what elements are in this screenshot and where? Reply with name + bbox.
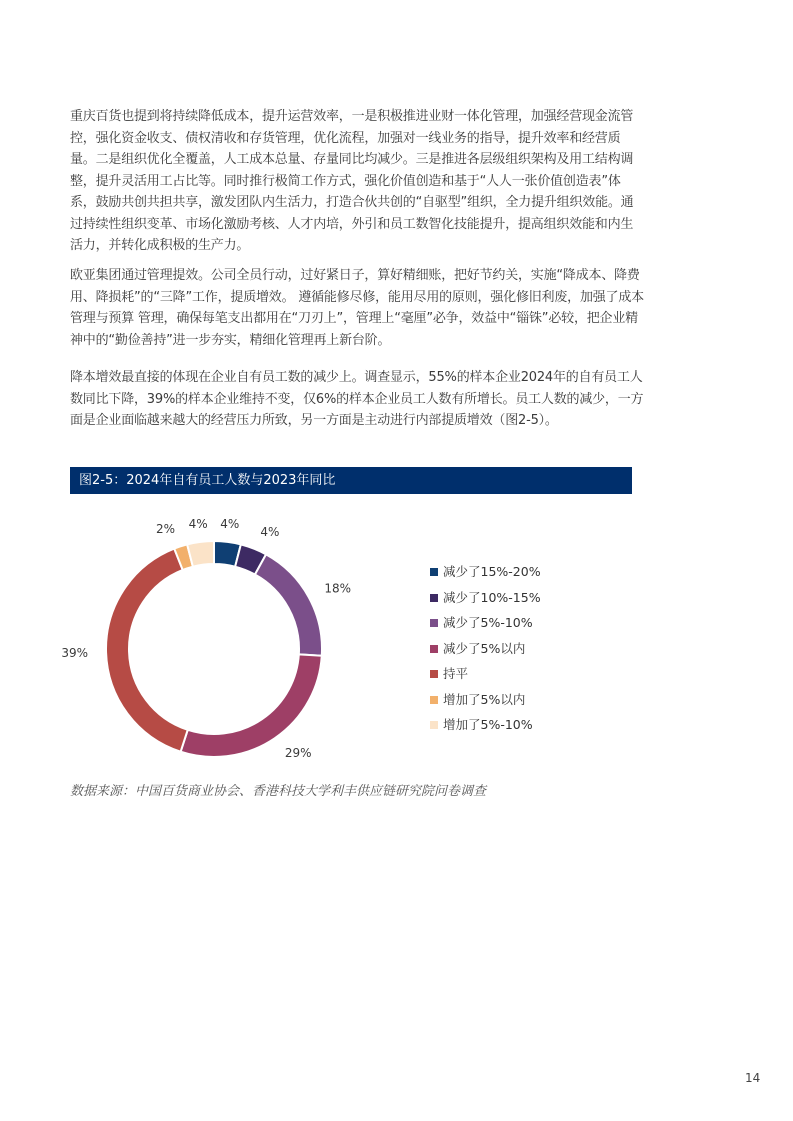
paragraph-employee-reduction: 降本增效最直接的体现在企业自有员工数的减少上。调查显示，55%的样本企业2024年的自有员工人数同比下降，39%的样本企业维持不变，仅6%的样本企业员工人数有所增长。员工人数的减少，一方面是企业面临越来越大的经营压力所致，另一方面是主动进行内部提质增效（图2-5）。 <box>70 370 644 428</box>
donut-label-4: 39% <box>61 645 89 660</box>
donut-slice-4 <box>106 549 188 752</box>
donut-slice-3 <box>181 654 322 757</box>
donut-slice-6 <box>187 541 214 567</box>
legend-swatch <box>430 696 438 704</box>
donut-label-5: 2% <box>156 522 176 537</box>
donut-label-0: 4% <box>220 516 240 531</box>
figure-title: 图2-5：2024年自有员工人数与2023年同比 <box>79 473 336 488</box>
legend-item-0 <box>430 563 541 589</box>
paragraph-ouya-group: 欧亚集团通过管理提效。公司全员行动，过好紧日子，算好精细账，把好节约关，实施“降成本、降费用、降损耗”的“三降”工作，提质增效。 遵循能修尽修，能用尽用的原则，强化修旧利废，加强了成本管理与预算 管理，确保每笔支出都用在“刀刃上”，管理上“毫厘”必争，效益中“锱铢”必较，把企业精神中的“勤俭善持”进一步夯实，精细化管理再上新台阶。 <box>70 268 644 348</box>
legend-label: 减少了10%-15% <box>443 589 541 605</box>
legend-label: 减少了15%-20% <box>443 564 541 579</box>
chart-legend <box>430 563 541 742</box>
donut-chart <box>60 510 380 770</box>
data-source-note: 数据来源：中国百货商业协会、香港科技大学利丰供应链研究院问卷调查 <box>70 784 487 799</box>
legend-swatch <box>430 594 438 602</box>
legend-item-5 <box>430 691 541 717</box>
legend-item-1 <box>430 589 541 615</box>
legend-swatch <box>430 645 438 653</box>
legend-label: 减少了5%以内 <box>443 640 526 656</box>
legend-item-2 <box>430 614 541 640</box>
legend-label: 持平 <box>443 666 469 681</box>
legend-label: 增加了5%-10% <box>443 717 533 732</box>
legend-item-3 <box>430 640 541 666</box>
donut-label-6: 4% <box>188 516 208 531</box>
donut-label-2: 18% <box>324 581 352 596</box>
donut-label-3: 29% <box>284 746 312 761</box>
donut-label-1: 4% <box>260 524 280 539</box>
legend-item-6 <box>430 716 541 742</box>
legend-label: 减少了5%-10% <box>443 615 533 630</box>
legend-swatch <box>430 568 438 576</box>
donut-slice-2 <box>255 554 322 655</box>
paragraph-chongqing-department-store: 重庆百货也提到将持续降低成本，提升运营效率，一是积极推进业财一体化管理，加强经营现金流管控，强化资金收支、债权清收和存货管理，优化流程，加强对一线业务的指导，提升效率和经营质量。二是组织优化全覆盖，人工成本总量、存量同比均减少。三是推进各层级组织架构及用工结构调整，提升灵活用工占比等。同时推行极简工作方式，强化价值创造和基于“人人一张价值创造表”体系，鼓励共创共担共享，激发团队内生活力，打造合伙共创的“自驱型”组织，全力提升组织效能。通过持续性组织变革、市场化激励考核、人才内培，外引和员工数智化技能提升，提高组织效能和内生活力，并转化成积极的生产力。 <box>70 109 634 253</box>
figure-title-bar <box>70 467 632 494</box>
legend-swatch <box>430 619 438 627</box>
legend-item-4 <box>430 665 541 691</box>
legend-swatch <box>430 670 438 678</box>
legend-label: 增加了5%以内 <box>443 691 526 707</box>
legend-swatch <box>430 721 438 729</box>
page-number: 14 <box>745 1071 761 1085</box>
